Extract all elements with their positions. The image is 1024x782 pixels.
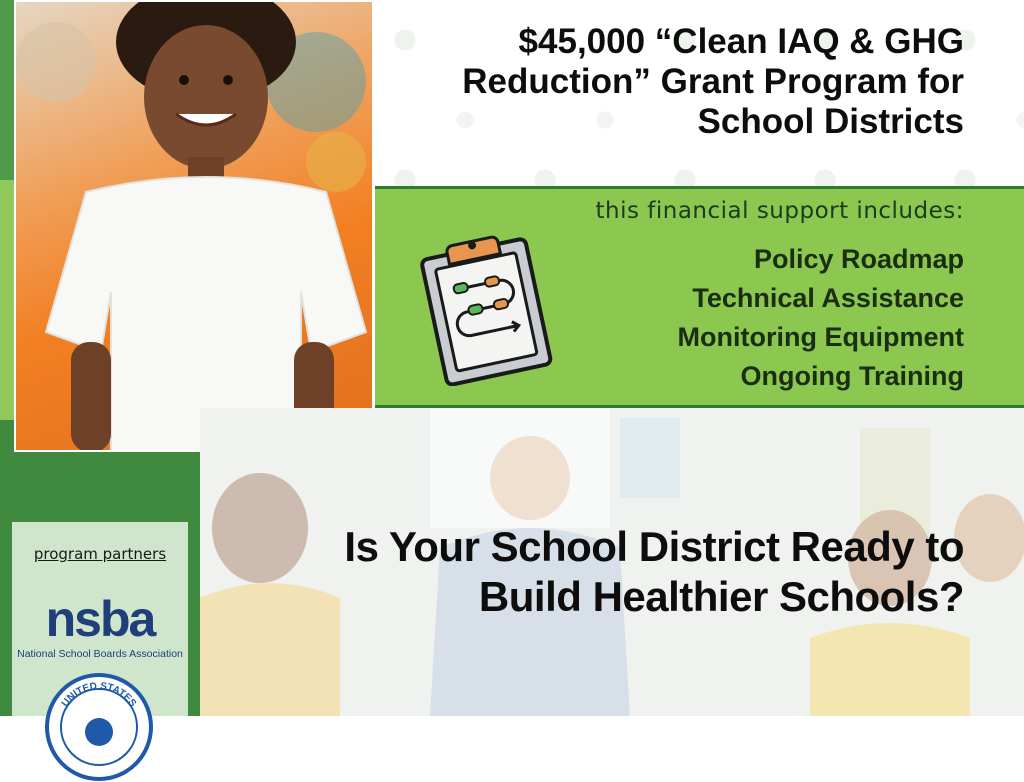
grant-title: $45,000 “Clean IAQ & GHG Reduction” Grant Program for School Districts [462,22,964,141]
seal-text: UNITED STATES [59,680,139,710]
clipboard-flowchart-icon [410,226,560,386]
epa-seal-icon [44,672,154,782]
headline: Is Your School District Ready to Build Healthier Schools? [344,523,964,620]
nsba-logo: nsba [45,591,155,647]
feature-policy-roadmap: Policy Roadmap [753,244,964,274]
feature-monitoring-equipment: Monitoring Equipment [677,322,964,352]
child-photo [14,0,374,452]
includes-label: this financial support includes: [595,198,964,224]
nsba-tagline: National School Boards Association [17,648,183,660]
feature-ongoing-training: Ongoing Training [740,361,964,391]
feature-technical-assistance: Technical Assistance [692,283,964,313]
partners-label: program partners [33,545,167,563]
